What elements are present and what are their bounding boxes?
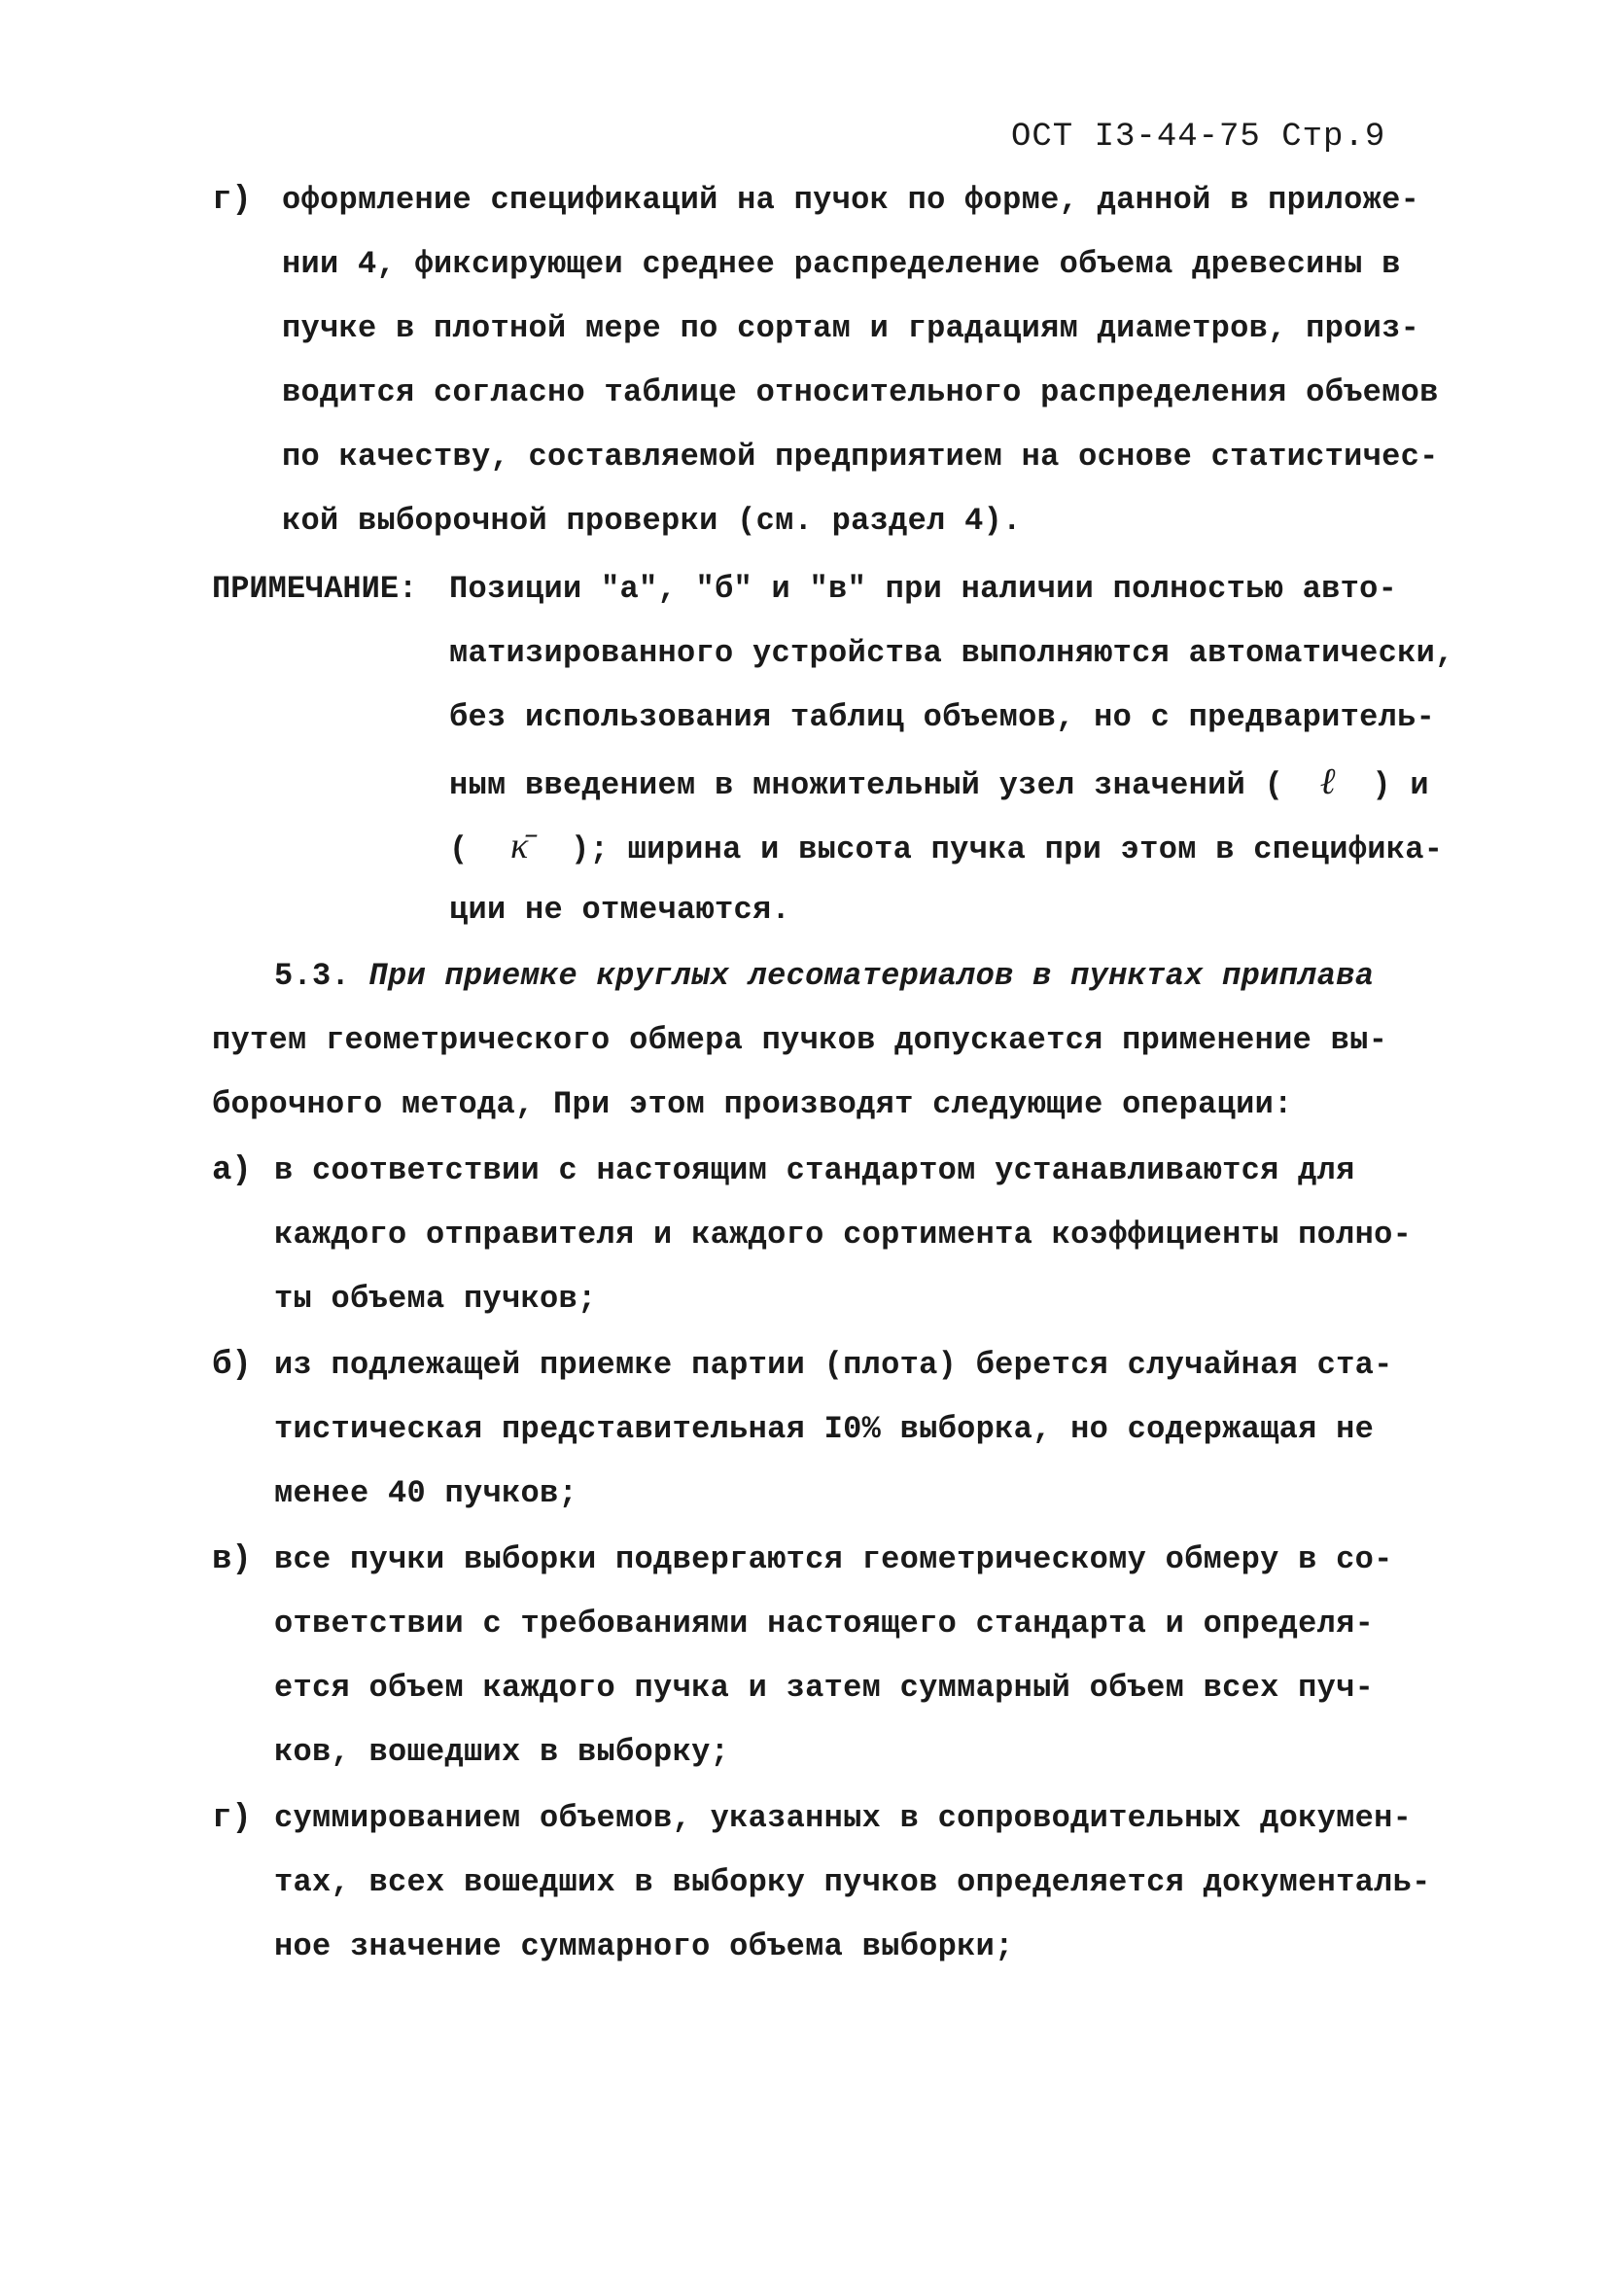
item-b-line-3: менее 40 пучков; — [274, 1475, 578, 1511]
note-line-5 — [449, 827, 1443, 869]
item-g1-marker: г) — [212, 182, 252, 219]
item-g2-line-3: ное значение суммарного объема выборки; — [274, 1928, 1014, 1964]
item-b-line-1: из подлежащей приемке партии (плота) берется случайная ста- — [274, 1347, 1393, 1383]
para-5-3-line-2: путем геометрического обмера пучков допускается применение вы- — [212, 1022, 1388, 1058]
item-v-line-1: все пучки выборки подвергаются геометрическому обмеру в со- — [274, 1541, 1393, 1577]
item-g1-line-5: по качеству, составляемой предприятием на основе статистичес- — [282, 439, 1439, 475]
item-v-line-3: ется объем каждого пучка и затем суммарный объем всех пуч- — [274, 1670, 1375, 1706]
symbol-l: ℓ — [1319, 761, 1336, 802]
note-label: ПРИМЕЧАНИЕ: — [212, 571, 418, 607]
item-g1-line-3: пучке в плотной мере по сортам и градациям диаметров, произ- — [282, 310, 1420, 346]
item-g2-line-2: тах, всех вошедших в выборку пучков определяется документаль- — [274, 1864, 1431, 1900]
item-v-line-4: ков, вошедших в выборку; — [274, 1734, 730, 1770]
item-g1-line-2: нии 4, фиксирующеи среднее распределение объема древесины в — [282, 246, 1401, 282]
item-a-marker: а) — [212, 1152, 252, 1189]
note-line-5-open: ( — [449, 831, 469, 867]
note-line-1: Позиции "а", "б" и "в" при наличии полностью авто- — [449, 571, 1398, 607]
para-5-3-line-3: борочного метода, При этом производят следующие операции: — [212, 1086, 1293, 1122]
note-line-4-text: ным введением в множительный узел значений ( — [449, 767, 1284, 803]
note-line-4-tail: ) и — [1372, 767, 1429, 803]
para-5-3-line-1 — [274, 957, 1374, 996]
note-line-5-text: ); ширина и высота пучка при этом в специфика- — [571, 831, 1444, 867]
item-g2-marker: г) — [212, 1800, 252, 1837]
item-g2-line-1: суммированием объемов, указанных в сопроводительных докумен- — [274, 1800, 1413, 1836]
note-line-4 — [449, 762, 1429, 805]
item-a-line-2: каждого отправителя и каждого сортимента коэффициенты полно- — [274, 1217, 1413, 1253]
item-g1-line-6: кой выборочной проверки (см. раздел 4). — [282, 503, 1022, 539]
item-b-marker: б) — [212, 1347, 252, 1384]
symbol-k: κ̄ — [510, 826, 529, 866]
note-line-3: без использования таблиц объемов, но с предваритель- — [449, 699, 1436, 735]
note-line-2: матизированного устройства выполняются автоматически, — [449, 635, 1454, 671]
item-a-line-3: ты объема пучков; — [274, 1281, 597, 1317]
item-g1-line-4: водится согласно таблице относительного распределения объемов — [282, 374, 1439, 410]
item-g1-line-1: оформление спецификаций на пучок по форме, данной в приложе- — [282, 182, 1420, 218]
item-a-line-1: в соответствии с настоящим стандартом устанавливаются для — [274, 1152, 1355, 1188]
para-5-3-number: 5.3. — [274, 958, 351, 994]
para-5-3-text-1: При приемке круглых лесоматериалов в пунктах приплава — [368, 958, 1375, 994]
item-b-line-2: тистическая представительная I0% выборка, но содержащая не — [274, 1411, 1375, 1447]
note-line-6: ции не отмечаются. — [449, 892, 791, 928]
item-v-marker: в) — [212, 1541, 252, 1578]
page-header: ОСТ I3-44-75 Стр.9 — [1011, 119, 1386, 156]
item-v-line-2: ответствии с требованиями настоящего стандарта и определя- — [274, 1606, 1375, 1642]
